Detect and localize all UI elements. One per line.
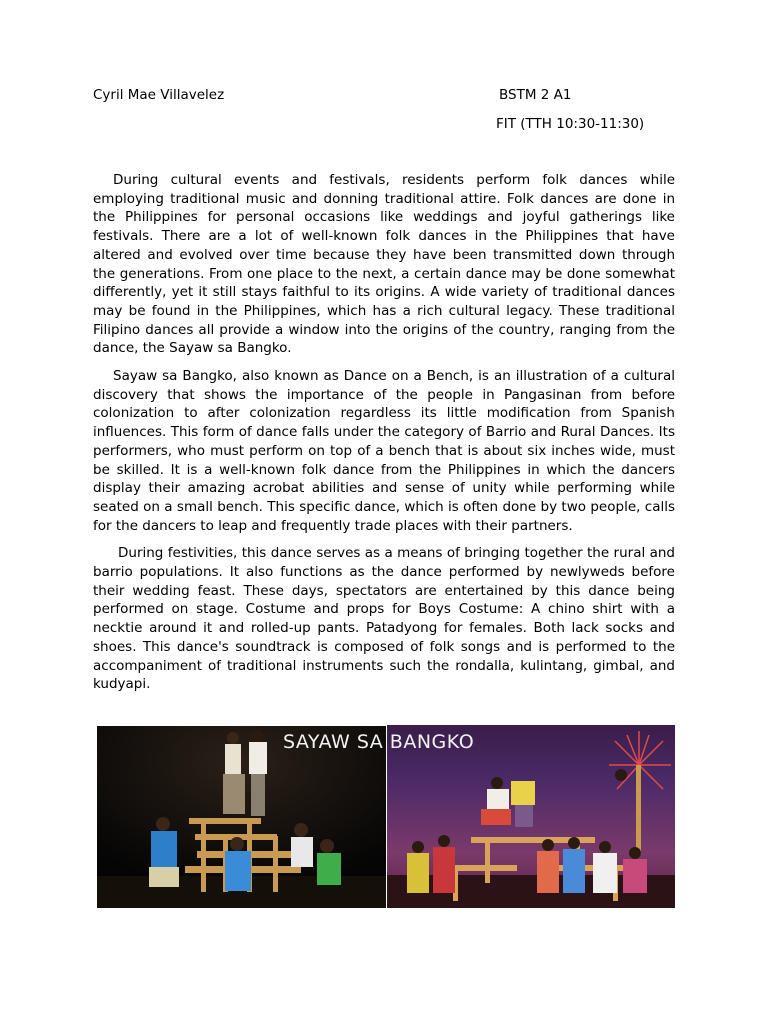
paragraph-2: Sayaw sa Bangko, also known as Dance on a Bench, is an illustration of a cultural discovery that shows the importance of the people in Pangasinan from before colonization to after colonization regardless its little modification from Spanish influences. This form of dance falls under the category of Barrio and Rural Dances. Its performers, who must perform on top of a bench that is about six inches wide, must be skilled. It is a well-known folk dance from the Philippines in which the dancers display their amazing acrobat abilities and sense of unity while performing while seated on a small bench. This specific dance, which is often done by two people, calls for the dancers to leap and frequently trade places with their partners. xyxy=(93,368,675,534)
author-name: Cyril Mae Villavelez xyxy=(93,87,225,103)
course-section: BSTM 2 A1 xyxy=(499,87,572,103)
dance-photo-collage xyxy=(97,725,675,908)
paragraph-1: During cultural events and festivals, residents perform folk dances while employing traditional music and donning traditional attire. Folk dances are done in the Philippines for personal occasions like weddings and joyful gatherings like festivals. There are a lot of well-known folk dances in the Philippines that have altered and evolved over time because they have been transmitted down through the generations. From one place to the next, a certain dance may be done somewhat differently, yet it still stays faithful to its origins. A wide variety of traditional dances may be found in the Philippines, which has a rich cultural legacy. These traditional Filipino dances all provide a window into the origins of the country, ranging from the dance, the Sayaw sa Bangko. xyxy=(93,172,675,357)
essay-body xyxy=(93,171,675,703)
dance-photo-left xyxy=(97,726,386,908)
image-title: SAYAW SA BANGKO xyxy=(283,731,475,753)
class-schedule: FIT (TTH 10:30-11:30) xyxy=(496,116,645,132)
dance-photo-left-illustration xyxy=(97,726,386,908)
paragraph-3: During festivities, this dance serves as a means of bringing together the rural and barrio populations. It also functions as the dance performed by newlyweds before their wedding feast. These days, spectators are entertained by this dance being performed on stage. Costume and props for Boys Costume: A chino shirt with a necktie around it and rolled-up pants. Patadyong for females. Both lack socks and shoes. This dance's soundtrack is composed of folk songs and is performed to the accompaniment of traditional instruments such the rondalla, kulintang, gimbal, and kudyapi. xyxy=(93,545,675,693)
